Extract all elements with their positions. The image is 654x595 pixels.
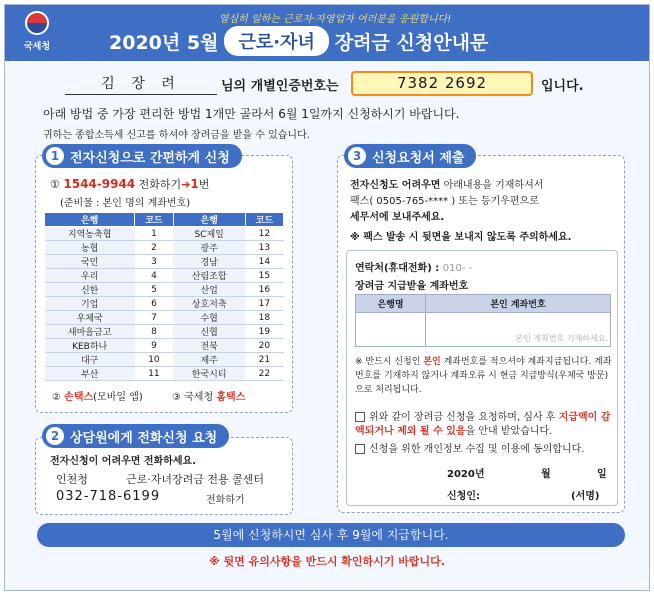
name-suffix: 님의 개별인증번호는 (221, 79, 339, 94)
bank-code-cell: 12 (245, 227, 283, 241)
bank-code-cell: 18 (245, 311, 283, 325)
account-note (355, 355, 615, 397)
section2-title: 상담원에게 전화신청 요청 (70, 430, 218, 446)
org-name: 국세청 (23, 42, 51, 52)
account-table (355, 294, 611, 347)
bank-name-cell: 신한 (45, 283, 135, 297)
date-month: 월 (541, 469, 551, 480)
contact-value: 010- - (442, 263, 473, 274)
bank-code-cell: 3 (135, 255, 173, 269)
bank-table-header (45, 213, 284, 227)
chk1-a: 위와 같이 장려금 신청을 요청하며, 심사 후 (369, 412, 556, 423)
checkbox-icon[interactable] (355, 412, 365, 422)
payment-banner: 5월에 신청하시면 심사 후 9월에 지급합니다. (37, 523, 625, 547)
table-row (45, 255, 284, 269)
signature-field[interactable]: (서명) (571, 491, 600, 502)
date-day: 일 (597, 469, 607, 480)
bank-name-cell: 대구 (45, 353, 135, 367)
tel-key-unit: 번 (198, 178, 210, 191)
contact-label: 연락처(휴대전화) : (355, 263, 440, 274)
bank-code-cell: 6 (135, 297, 173, 311)
bank-name-cell: 상호저축 (173, 297, 245, 311)
section-paper-request (337, 149, 625, 513)
bank-code-cell: 1 (135, 227, 173, 241)
section3-line1b: 아래내용을 기재하셔서 (443, 180, 544, 191)
bank-code-cell: 11 (135, 367, 173, 381)
section3-line3: 세무서에 보내주세요. (350, 212, 445, 223)
option-sontax[interactable] (52, 388, 143, 403)
bank-code-cell: 14 (245, 255, 283, 269)
title-date: 2020년 5월 (109, 31, 219, 54)
section3-line1a: 전자신청도 어려우면 (350, 180, 441, 191)
bank-name-cell: 기업 (45, 297, 135, 311)
section-phone-request (35, 429, 293, 515)
table-row (45, 367, 284, 381)
option2-red: 손택스 (64, 392, 94, 403)
footnote: ※ 뒷면 유의사항을 반드시 확인하시기 바랍니다. (209, 555, 445, 568)
bank-name-cell: 전북 (173, 339, 245, 353)
bank-name-cell: 우체국 (45, 311, 135, 325)
bank-name-cell: 농협 (45, 241, 135, 255)
account-number-cell[interactable]: 본인 계좌번호 기재하세요. (426, 313, 611, 347)
table-row (45, 325, 284, 339)
bank-col-header: 은행 (173, 213, 245, 227)
bank-name-cell: 국민 (45, 255, 135, 269)
bank-code-cell: 17 (245, 297, 283, 311)
signer-label: 신청인: (447, 491, 480, 502)
instruction-sub: 귀하는 종합소득세 신고를 하셔야 장려금을 받을 수 있습니다. (43, 130, 310, 141)
title-pill: 근로·자녀 (224, 26, 328, 56)
section2-intro: 전자신청이 어려우면 전화하세요. (50, 456, 197, 467)
table-row (45, 269, 284, 283)
bank-col-header: 은행 (45, 213, 135, 227)
bank-code-cell: 10 (135, 353, 173, 367)
bank-name-cell: 제주 (173, 353, 245, 367)
section3-heading (344, 144, 476, 168)
bank-name-cell[interactable] (356, 313, 426, 347)
account-label: 장려금 지급받을 계좌번호 (355, 281, 469, 292)
bank-code-cell: 20 (245, 339, 283, 353)
fax-warning: ※ 팩스 발송 시 뒷면을 보내지 않도록 주의하세요. (350, 232, 572, 243)
bank-code-cell: 8 (135, 325, 173, 339)
account-number-header: 본인 계좌번호 (426, 295, 611, 313)
agree-review-checkbox[interactable] (355, 411, 615, 439)
table-row (45, 283, 284, 297)
option2-rest: (모바일 앱) (93, 392, 143, 403)
chk1-red: 지급액이 감액되거나 제외 될 수 있음 (355, 412, 611, 437)
section3-number: 3 (348, 147, 366, 165)
section1-heading (42, 144, 242, 168)
note-a: ※ 반드시 신청인 (355, 357, 421, 367)
taeguk-emblem-icon (25, 11, 49, 35)
bank-code-table (44, 212, 284, 381)
bank-name-cell: 신협 (173, 325, 245, 339)
bank-code-cell: 16 (245, 283, 283, 297)
instruction-main: 아래 방법 중 가장 편리한 방법 1개만 골라서 6월 1일까지 신청하시기 바랍니다. (43, 107, 460, 121)
table-row (45, 297, 284, 311)
recipient-row (25, 71, 645, 97)
option3-red: 홈택스 (216, 392, 246, 403)
tel-note: (준비물 : 본인 명의 계좌번호) (60, 198, 191, 209)
slogan: 열심히 일하는 근로자·자영업자 여러분을 응원합니다! (218, 14, 452, 25)
contact-field[interactable] (355, 259, 472, 274)
bank-name-cell: 산업 (173, 283, 245, 297)
note-red: 본인 (423, 357, 441, 367)
chk2-label: 신청을 위한 개인정보 수집 및 이용에 동의합니다. (369, 444, 585, 455)
bank-code-cell: 21 (245, 353, 283, 367)
bank-code-cell: 2 (135, 241, 173, 255)
table-row (45, 339, 284, 353)
bank-name-cell: 수협 (173, 311, 245, 325)
bank-name-cell: 광주 (173, 241, 245, 255)
bank-name-cell: 부산 (45, 367, 135, 381)
section2-number: 2 (46, 427, 64, 445)
bank-name-cell: KEB하나 (45, 339, 135, 353)
section-electronic (35, 149, 293, 413)
bank-name-header: 은행명 (356, 295, 426, 313)
office-name: 인천청 (56, 473, 88, 486)
bank-code-cell: 9 (135, 339, 173, 353)
bank-code-cell: 4 (135, 269, 173, 283)
section1-title: 전자신청으로 간편하게 신청 (70, 150, 230, 166)
bank-name-cell: 새마을금고 (45, 325, 135, 339)
bank-name-cell: 우리 (45, 269, 135, 283)
table-row (45, 353, 284, 367)
cert-number: 7382 2692 (351, 71, 533, 96)
fax-line: 팩스( 0505-765-**** ) 또는 등기우편으로 (350, 196, 539, 207)
bank-name-cell: SC제일 (173, 227, 245, 241)
call-center-phone[interactable]: 032-718-6199 (56, 489, 161, 504)
section3-instructions (350, 178, 620, 226)
bank-code-cell: 13 (245, 241, 283, 255)
section3-title: 신청요청서 제출 (372, 150, 465, 166)
note-b: 계좌번호를 적으셔야 계좌지급됩니다. 계좌번호를 기재하지 않거나 계좌오류 시 현금 지급방식(우체국 방문)으로 처리됩니다. (355, 357, 612, 395)
page-title (109, 26, 488, 56)
option-hometax[interactable] (172, 388, 245, 403)
recipient-name: 김 장 려 (65, 73, 217, 95)
code-col-header: 코드 (245, 213, 283, 227)
bank-name-cell: 지역농축협 (45, 227, 135, 241)
cert-suffix: 입니다. (541, 79, 584, 94)
tel-call: 전화하기 (138, 178, 182, 191)
bank-code-cell: 22 (245, 367, 283, 381)
bank-name-cell: 경남 (173, 255, 245, 269)
tel-key: 1 (190, 177, 199, 191)
date-row (447, 465, 617, 480)
notice-frame (4, 4, 650, 591)
chk1-b: 을 안내 받았습니다. (465, 426, 553, 437)
signature-row (447, 487, 617, 502)
checkbox-icon[interactable] (355, 444, 365, 454)
section2-heading (42, 424, 229, 448)
bank-name-cell: 한국시티 (173, 367, 245, 381)
date-year: 2020년 (447, 469, 485, 480)
arsnumber[interactable]: 1544-9944 (63, 177, 136, 191)
option3-prefix: ③ 국세청 (172, 392, 214, 403)
agree-privacy-checkbox[interactable] (355, 443, 615, 457)
request-form (346, 250, 618, 506)
table-row (45, 241, 284, 255)
bank-code-cell: 5 (135, 283, 173, 297)
bank-code-cell: 19 (245, 325, 283, 339)
bank-code-cell: 7 (135, 311, 173, 325)
arrow-icon: ➔ (181, 178, 191, 191)
phone-apply-line (50, 176, 209, 192)
code-col-header: 코드 (135, 213, 173, 227)
nts-logo (17, 11, 57, 55)
title-rest: 장려금 신청안내문 (334, 31, 489, 54)
table-row (45, 311, 284, 325)
header-banner (5, 5, 649, 61)
bank-code-cell: 15 (245, 269, 283, 283)
call-label: 전화하기 (206, 495, 245, 506)
call-center-name: 근로·자녀장려금 전용 콜센터 (126, 473, 265, 486)
bank-name-cell: 산림조합 (173, 269, 245, 283)
table-row (45, 227, 284, 241)
option2-prefix: ② (52, 392, 61, 403)
section1-number: 1 (46, 147, 64, 165)
tel-prefix: ① (50, 178, 60, 191)
